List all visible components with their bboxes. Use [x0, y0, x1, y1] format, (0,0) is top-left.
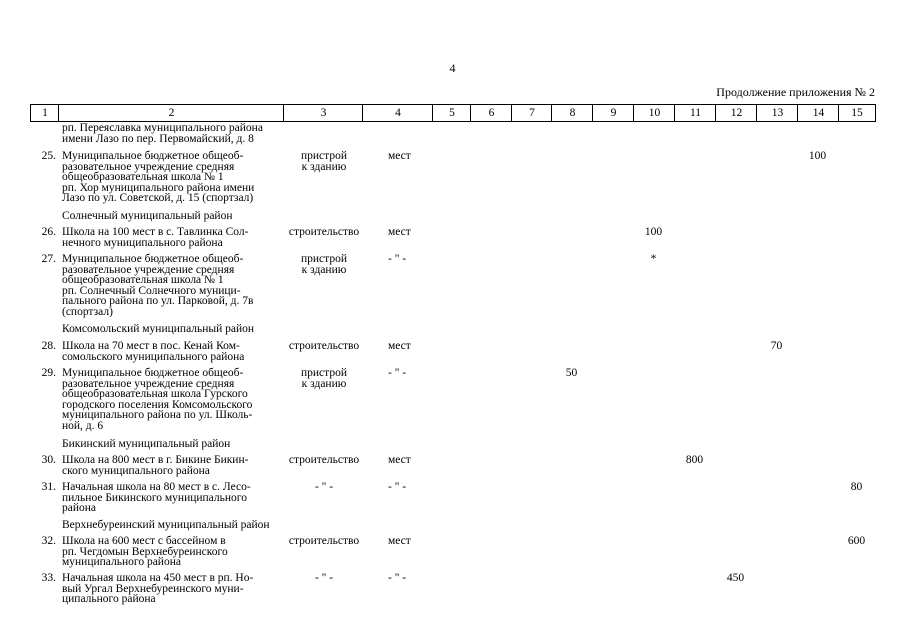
row-name-line: ского муниципального района — [62, 464, 210, 477]
header-col-3: 3 — [283, 104, 363, 122]
row-name-line: разовательное учреждение средняя — [62, 160, 235, 173]
row-name-line: рп. Хор муниципального района имени — [62, 181, 255, 194]
continuation-caption: Продолжение приложения № 2 — [716, 85, 875, 99]
district-heading: Верхнебуреинский муниципальный район — [62, 519, 270, 531]
row-name-line: разовательное учреждение средняя — [62, 263, 235, 276]
row-name-line: рп. Чегдомын Верхнебуреинского — [62, 545, 228, 558]
header-col-14: 14 — [797, 104, 839, 122]
row-type-line: строительство — [288, 226, 360, 238]
row-name-line: Начальная школа на 450 мест в рп. Но- — [62, 572, 254, 584]
row-number: 27. — [41, 253, 56, 265]
header-col-4: 4 — [362, 104, 433, 122]
row-name-line: сомольского муниципального района — [62, 350, 245, 363]
row-value: 450 — [726, 572, 745, 584]
row-name-line: Муниципальное бюджетное общеоб- — [62, 367, 244, 379]
header-col-9: 9 — [592, 104, 634, 122]
row-type-line: к зданию — [301, 377, 347, 390]
row-value: 70 — [770, 340, 783, 352]
row-name-line: городского поселения Комсомольского — [62, 398, 253, 411]
row-unit: мест — [388, 535, 411, 547]
row-type-line: пристрой — [301, 253, 347, 265]
row-unit: мест — [388, 454, 411, 466]
row-value: 100 — [808, 150, 827, 162]
row-value: 50 — [565, 367, 578, 379]
row-type-line: строительство — [288, 535, 360, 547]
row-unit: - " - — [388, 367, 407, 379]
row-number: 25. — [41, 150, 56, 162]
row-unit: мест — [388, 150, 411, 162]
row-type-line: пристрой — [301, 367, 347, 379]
row-name-line: Муниципальное бюджетное общеоб- — [62, 253, 244, 265]
row-name-line: общеобразовательная школа № 1 — [62, 274, 224, 286]
row-name-line: общеобразовательная школа Гурского — [62, 388, 248, 400]
row-type-line: строительство — [288, 454, 360, 466]
row-number: 30. — [41, 454, 56, 466]
row-name-line: муниципального района по ул. Школь- — [62, 409, 253, 421]
row-unit: мест — [388, 340, 411, 352]
row-name-line: разовательное учреждение средняя — [62, 377, 235, 390]
header-col-13: 13 — [756, 104, 798, 122]
header-col-2: 2 — [58, 104, 284, 122]
row-unit: - " - — [388, 253, 407, 265]
header-col-12: 12 — [715, 104, 757, 122]
table-header-row — [30, 104, 875, 121]
row-number: 31. — [41, 481, 56, 493]
district-heading: Комсомольский муниципальный район — [62, 323, 255, 335]
row-name-line: Лазо по ул. Советской, д. 15 (спортзал) — [62, 192, 254, 204]
row-value: 100 — [644, 226, 663, 238]
header-col-8: 8 — [551, 104, 593, 122]
row-value: * — [650, 253, 657, 265]
row-name-line: ной, д. 6 — [62, 419, 104, 432]
row-value: 800 — [685, 454, 704, 466]
row-type-line: - " - — [314, 481, 334, 493]
header-col-1: 1 — [30, 104, 59, 122]
carry-over-line: рп. Переяславка муниципального района — [62, 122, 263, 134]
row-unit: - " - — [388, 481, 407, 493]
row-name-line: пального района по ул. Парковой, д. 7в — [62, 295, 254, 307]
header-col-5: 5 — [432, 104, 471, 122]
district-heading: Бикинский муниципальный район — [62, 438, 231, 450]
row-name-line: вый Ургал Верхнебуреинского муни- — [62, 582, 244, 595]
row-name-line: ципального района — [62, 593, 156, 605]
row-type-line: - " - — [314, 572, 334, 584]
row-name-line: Муниципальное бюджетное общеоб- — [62, 150, 244, 162]
row-number: 29. — [41, 367, 56, 379]
header-col-10: 10 — [633, 104, 675, 122]
row-name-line: муниципального района — [62, 556, 181, 568]
row-name-line: нечного муниципального района — [62, 236, 223, 249]
row-name-line: Начальная школа на 80 мест в с. Лесо- — [62, 481, 251, 493]
header-col-15: 15 — [838, 104, 876, 122]
row-unit: мест — [388, 226, 411, 238]
row-number: 33. — [41, 572, 56, 584]
row-name-line: пильное Бикинского муниципального — [62, 491, 247, 504]
header-col-7: 7 — [511, 104, 552, 122]
district-heading: Солнечный муниципальный район — [62, 210, 233, 222]
row-unit: - " - — [388, 572, 407, 584]
row-name-line: Школа на 800 мест в г. Бикине Бикин- — [62, 454, 249, 466]
row-type-line: пристрой — [301, 150, 347, 162]
row-number: 32. — [41, 535, 56, 547]
row-value: 80 — [850, 481, 863, 493]
row-name-line: (спортзал) — [62, 305, 113, 318]
row-name-line: района — [62, 502, 97, 514]
carry-over-line: имени Лазо по пер. Первомайский, д. 8 — [62, 132, 254, 145]
row-type-line: строительство — [288, 340, 360, 352]
header-col-11: 11 — [674, 104, 716, 122]
row-number: 26. — [41, 226, 56, 238]
row-type-line: к зданию — [301, 160, 347, 173]
header-col-6: 6 — [470, 104, 512, 122]
page-number: 4 — [449, 61, 456, 75]
row-value: 600 — [847, 535, 866, 547]
row-type-line: к зданию — [301, 263, 347, 276]
row-name-line: общеобразовательная школа № 1 — [62, 171, 224, 183]
row-name-line: Школа на 600 мест с бассейном в — [62, 535, 226, 547]
row-name-line: Школа на 70 мест в пос. Кенай Ком- — [62, 340, 240, 352]
row-number: 28. — [41, 340, 56, 352]
row-name-line: рп. Солнечный Солнечного муници- — [62, 284, 241, 297]
row-name-line: Школа на 100 мест в с. Тавлинка Сол- — [62, 226, 249, 238]
